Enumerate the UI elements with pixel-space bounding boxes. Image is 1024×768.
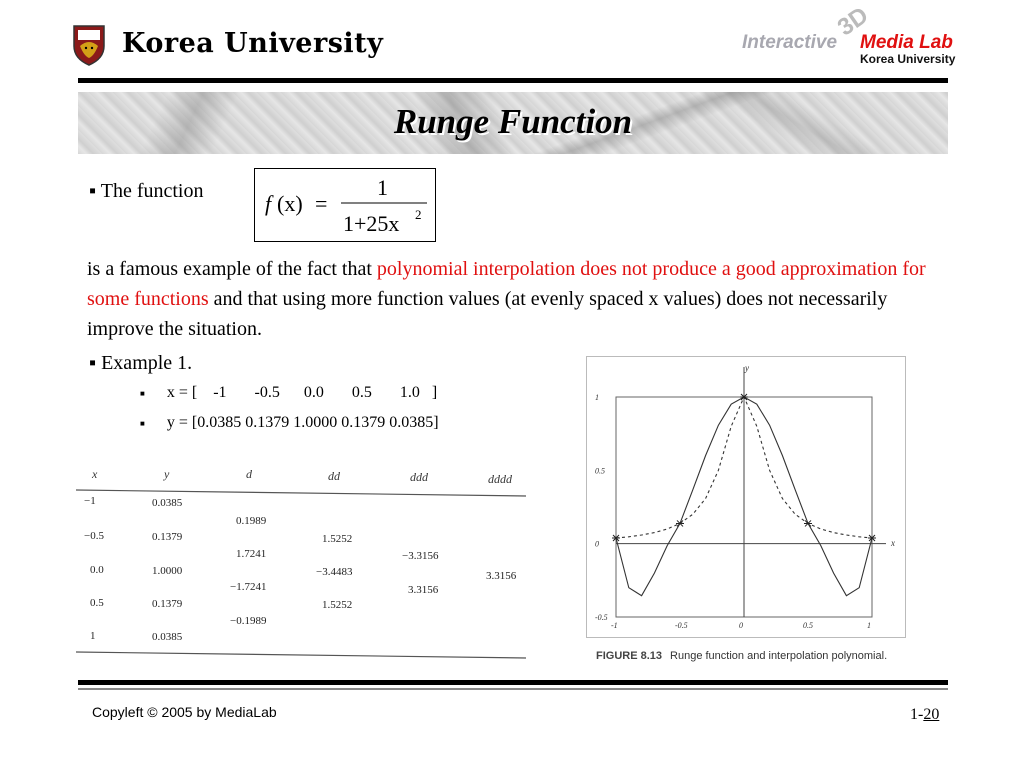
lab-logo-interactive: Interactive [742,32,838,53]
table-bottom-rule [76,652,526,658]
example-y-values [140,414,439,432]
table-header-dd: dd [328,469,340,483]
formula-f: f [265,191,272,216]
figure-number: FIGURE 8.13 [596,650,663,662]
paragraph-text-2: and that using more function values (at evenly spaced x values) does not necessarily improve the situation. [87,288,888,340]
figure-caption [596,650,887,662]
table-cell: 0.0385 [152,631,183,643]
lab-logo-media-lab: Media Lab [860,32,953,53]
sub-bullet-icon: ■ [140,418,145,428]
runge-figure [586,356,906,638]
y-axis-label: y [745,363,749,373]
university-name: Korea University [122,28,384,59]
lab-logo-korea-university: Korea University [860,52,956,66]
y-tick-label: -0.5 [595,613,608,622]
table-cell: 0.5 [90,597,104,609]
table-cell: 0.0 [90,564,104,576]
page-prefix: 1- [910,706,924,723]
table-header-rule [76,490,526,496]
table-cell: 0.1379 [152,531,183,543]
table-header-dddd: dddd [488,472,512,486]
table-cell: 3.3156 [408,584,439,596]
runge-chart [587,357,905,637]
table-cell: −3.4483 [316,566,353,578]
divided-difference-table [76,462,528,662]
x-values-text: x = [ -1 -0.5 0.0 0.5 1.0 ] [166,384,438,401]
y-tick-label: 1 [595,393,599,402]
table-cell: −3.3156 [402,550,439,562]
page-number [910,706,939,724]
paragraph-text-1: is a famous example of the fact that [87,258,377,280]
example-bullet [89,352,192,375]
paragraph-highlight: polynomial interpolation does not produce a good approximation for some functions [87,258,926,310]
formula-box [254,168,436,242]
table-cell: −0.1989 [230,615,267,627]
table-header-ddd: ddd [410,470,428,484]
table-cell: −0.5 [84,530,104,542]
bullet-square-icon: ▪ [89,180,97,202]
formula-denominator: 1+25x [343,211,400,236]
bullet-square-icon: ▪ [89,352,97,374]
table-cell: 1 [90,630,96,642]
x-tick-label: 0.5 [803,621,813,630]
university-shield-logo [72,24,106,66]
formula-arg: (x) [277,191,303,216]
x-tick-label: -1 [611,621,618,630]
table-header-y: y [164,467,170,481]
intro-bullet [89,180,203,203]
runge-formula [255,169,435,241]
x-tick-label: -0.5 [675,621,688,630]
figure-caption-text: Runge function and interpolation polynomial. [670,650,888,662]
formula-exponent: 2 [415,207,422,222]
intro-text: The function [100,180,204,202]
formula-equals: = [315,191,328,216]
table-cell: 0.1379 [152,598,183,610]
data-point-marker [676,520,684,526]
footer-divider [78,680,948,685]
page-number-value: 20 [923,706,940,723]
table-cell: 0.0385 [152,497,183,509]
slide-title: Runge Function [393,102,633,141]
footer-divider-thin [78,688,948,690]
sub-bullet-icon: ■ [140,388,145,398]
table-cell: 1.0000 [152,565,183,577]
example-label: Example 1. [101,352,193,374]
x-axis-label: x [891,538,895,548]
table-cell: 1.5252 [322,533,353,545]
y-tick-label: 0 [595,539,599,549]
x-tick-label: 1 [867,621,871,630]
y-tick-label: 0.5 [595,466,605,476]
y-values-text: y = [0.0385 0.1379 1.0000 0.1379 0.0385] [166,414,439,431]
table-cell: 1.5252 [322,599,353,611]
formula-numerator: 1 [377,175,388,200]
x-tick-label: 0 [739,621,743,630]
lab-logo-3d: 3D [832,1,874,42]
data-point-marker [804,520,812,526]
table-cell: 1.7241 [236,548,267,560]
table-cell: 0.1989 [236,515,267,527]
table-header-d: d [246,467,252,481]
example-x-values [140,384,437,402]
table-cell: 3.3156 [486,570,517,582]
explanation-paragraph [87,254,927,344]
table-header-x: x [92,467,98,481]
header-divider [78,78,948,83]
copyleft-notice: Copyleft © 2005 by MediaLab [92,704,277,720]
table-cell: −1.7241 [230,581,267,593]
table-cell: −1 [84,495,96,507]
